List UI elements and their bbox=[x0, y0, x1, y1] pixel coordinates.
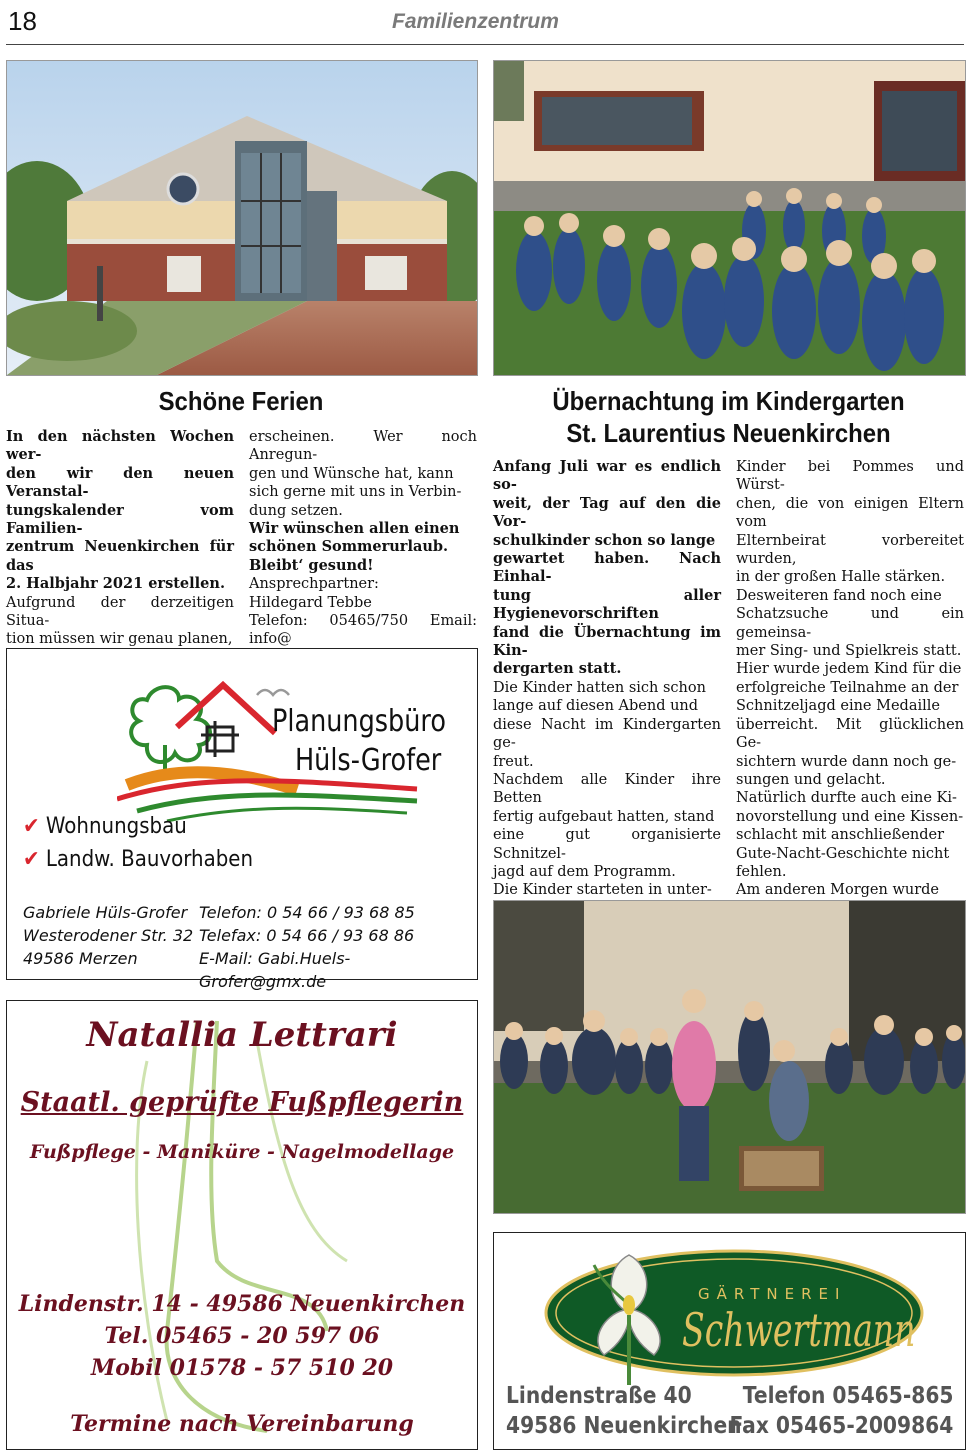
text-line: Hildegard Tebbe bbox=[249, 594, 372, 611]
text-line: Aufgrund der derzeitigen Situa- bbox=[6, 594, 234, 630]
article2-lead bbox=[493, 458, 721, 679]
text-line: tungskalender vom Familien- bbox=[6, 501, 234, 538]
text-line: Die Kinder starteten in unter- bbox=[493, 882, 712, 899]
text-line: erfolgreiche Teilnahme an der bbox=[736, 679, 959, 696]
text-line: Elternbeirat vorbereitet wurden, bbox=[736, 532, 964, 568]
text-line: fand die Übernachtung im Kin- bbox=[493, 623, 721, 660]
fusspflege-name: Natallia Lettrari bbox=[86, 1015, 398, 1055]
text-line: den wir den neuen Veranstal- bbox=[6, 464, 234, 501]
text-line: tung aller Hygienevorschriften bbox=[493, 586, 721, 623]
gaertnerei-word1: GÄRTNEREI bbox=[698, 1285, 847, 1303]
text-line: Nachdem alle Kinder ihre Betten bbox=[493, 771, 721, 807]
fusspflege-title: Staatl. geprüfte Fußpflegerin bbox=[20, 1087, 464, 1118]
email: E-Mail: Gabi.Huels-Grofer@gmx.de bbox=[199, 949, 351, 991]
photo-children-dancing bbox=[493, 60, 966, 376]
article2-body-cont bbox=[736, 458, 964, 973]
text-line: Wir wünschen allen einen bbox=[249, 520, 460, 538]
text-line: Kinder bei Pommes und Würst- bbox=[736, 459, 964, 494]
text-line: jagd auf dem Programm. bbox=[493, 863, 676, 880]
photo-building bbox=[6, 60, 478, 376]
gaertnerei-phone: Telefon 05465-865 bbox=[742, 1383, 953, 1409]
text-line: Am anderen Morgen wurde bbox=[736, 882, 939, 899]
service-label: Wohnungsbau bbox=[45, 814, 187, 839]
service-label: Landw. Bauvorhaben bbox=[45, 847, 254, 872]
header-rule bbox=[6, 44, 964, 45]
phone: Telefon: 0 54 66 / 93 68 85 bbox=[199, 903, 415, 922]
service-item-1 bbox=[23, 814, 187, 839]
article1-greeting bbox=[249, 520, 477, 575]
article1-column-2 bbox=[249, 428, 477, 667]
section-header: Familienzentrum bbox=[392, 10, 559, 33]
text-line: schlacht mit anschließender bbox=[736, 827, 945, 844]
text-line: Natürlich durfte auch eine Ki- bbox=[736, 790, 957, 807]
text-line: in der großen Halle stärken. bbox=[736, 569, 946, 586]
fusspflege-mobile: Mobil 01578 - 57 510 20 bbox=[90, 1355, 394, 1381]
fusspflege-services: Fußpflege - Maniküre - Nagelmodellage bbox=[29, 1141, 455, 1163]
check-icon: ✔ bbox=[23, 847, 40, 872]
photo-children-evening bbox=[493, 900, 966, 1214]
fusspflege-note: Termine nach Vereinbarung bbox=[70, 1411, 414, 1437]
text-line: fertig aufgebaut hatten, stand bbox=[493, 808, 715, 825]
text-line: Hier wurde jedem Kind für die bbox=[736, 661, 962, 678]
iris-flower-icon bbox=[574, 1235, 684, 1385]
planungsbuero-name-2: Hüls-Grofer bbox=[295, 743, 442, 778]
text-line: In den nächsten Wochen wer- bbox=[6, 428, 234, 464]
text-line: fehlen. bbox=[736, 863, 787, 880]
text-line: dung setzen. bbox=[249, 502, 343, 519]
text-line: sungen und gelacht. bbox=[736, 771, 886, 788]
fax: Telefax: 0 54 66 / 93 68 86 bbox=[199, 926, 415, 945]
text-line: diese Nacht im Kindergarten ge- bbox=[493, 716, 721, 752]
gaertnerei-street: Lindenstraße 40 bbox=[506, 1383, 692, 1409]
text-line: schönen Sommerurlaub. bbox=[249, 538, 449, 556]
text-line: erscheinen. Wer noch Anregun- bbox=[249, 429, 477, 464]
text-line: Schnitzeljagd eine Medaille bbox=[736, 698, 940, 715]
text-line: lange auf diesen Abend und bbox=[493, 698, 699, 715]
text-line: sichtern wurde dann noch ge- bbox=[736, 753, 957, 770]
text-line: mer Sing- und Spielkreis statt. bbox=[736, 643, 962, 660]
article1-lead bbox=[6, 428, 234, 594]
text-line: weit, der Tag auf den die Vor- bbox=[493, 494, 721, 531]
text-line: dergarten statt. bbox=[493, 660, 622, 678]
article2-column-2 bbox=[736, 458, 964, 973]
text-line: Gute-Nacht-Geschichte nicht bbox=[736, 845, 950, 862]
gaertnerei-word2: Schwertmann bbox=[682, 1303, 916, 1357]
text-line: gen und Wünsche hat, kann bbox=[249, 465, 454, 482]
gaertnerei-fax: Fax 05465-2009864 bbox=[729, 1413, 953, 1439]
planungsbuero-address bbox=[23, 901, 193, 970]
address-line: Gabriele Hüls-Grofer bbox=[23, 903, 188, 922]
planungsbuero-name-1: Planungsbüro bbox=[272, 704, 446, 739]
text-line: zentrum Neuenkirchen für das bbox=[6, 538, 234, 574]
check-icon: ✔ bbox=[23, 814, 40, 839]
text-line: tion müssen wir genau planen, bbox=[6, 631, 233, 648]
text-line: Schatzsuche und ein gemeinsa- bbox=[736, 606, 964, 641]
text-line: Bleibt‘ gesund! bbox=[249, 556, 374, 574]
gaertnerei-city: 49586 Neuenkirchen bbox=[506, 1413, 742, 1439]
text-line: Anfang Juli war es endlich so- bbox=[493, 458, 721, 494]
text-line: eine gut organisierte Schnitzel- bbox=[493, 827, 721, 862]
service-item-2 bbox=[23, 847, 253, 872]
text-line: sich gerne mit uns in Verbin- bbox=[249, 484, 462, 501]
text-line: schulkinder schon so lange bbox=[493, 531, 716, 549]
text-line: überreicht. Mit glücklichen Ge- bbox=[736, 716, 964, 752]
text-line: novorstellung und eine Kissen- bbox=[736, 808, 964, 825]
article1-body-cont bbox=[249, 428, 477, 520]
text-line: chen, die von einigen Eltern vom bbox=[736, 495, 964, 531]
text-line: gewartet haben. Nach Einhal- bbox=[493, 550, 721, 586]
text-line: Desweiteren fand noch eine bbox=[736, 587, 942, 604]
text-line: Telefon: 05465/750 Email: info@ bbox=[249, 613, 477, 648]
fusspflege-address: Lindenstr. 14 - 49586 Neuenkirchen bbox=[18, 1291, 466, 1317]
ad-fusspflege bbox=[6, 1000, 478, 1450]
text-line: Ansprechpartner: bbox=[249, 576, 379, 593]
article-title-line-2: St. Laurentius Neuenkirchen bbox=[566, 418, 891, 448]
text-line: freut. bbox=[493, 753, 534, 770]
planungsbuero-contact bbox=[199, 901, 477, 993]
article-title-line-1: Übernachtung im Kindergarten bbox=[552, 386, 905, 416]
ad-planungsbuero bbox=[6, 648, 478, 991]
article-title-schoene-ferien: Schöne Ferien bbox=[158, 386, 324, 416]
text-line: 2. Halbjahr 2021 erstellen. bbox=[6, 575, 225, 593]
page-number: 18 bbox=[8, 6, 37, 36]
address-line: 49586 Merzen bbox=[23, 949, 138, 968]
fusspflege-phone: Tel. 05465 - 20 597 06 bbox=[104, 1323, 380, 1349]
text-line: Die Kinder hatten sich schon bbox=[493, 679, 706, 696]
foot-graphic bbox=[107, 1001, 367, 1449]
ad-gaertnerei bbox=[493, 1232, 966, 1450]
address-line: Westerodener Str. 32 bbox=[23, 926, 194, 945]
